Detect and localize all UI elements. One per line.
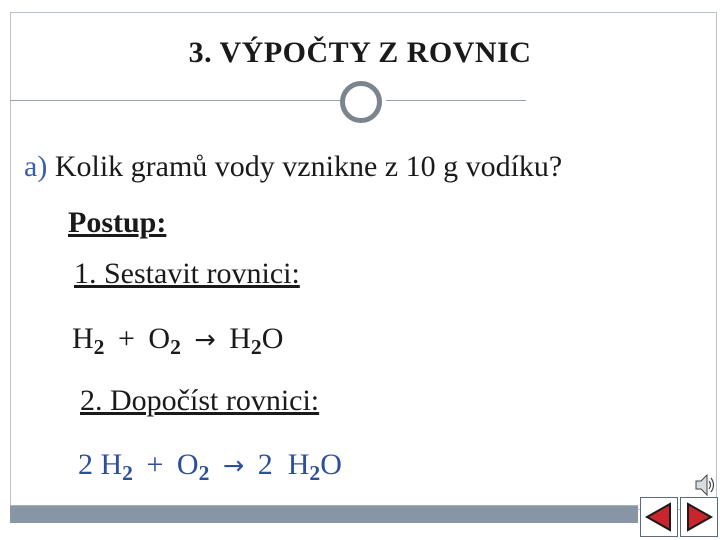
triangle-left-icon: [644, 502, 674, 532]
title-divider-right: [386, 100, 526, 101]
reactant-o2: $O_2$: [176, 448, 210, 486]
bottom-bar: [10, 505, 638, 523]
step-2-label: 2. Dopočíst rovnici:: [80, 384, 320, 417]
slide-title: 3. VÝPOČTY Z ROVNIC: [188, 36, 532, 69]
procedure-heading: Postup:: [68, 206, 167, 239]
reactant-o2: $O_2$: [148, 322, 181, 360]
next-slide-button[interactable]: [680, 497, 718, 537]
product-h2o: $H_2O$: [229, 322, 284, 360]
previous-slide-button[interactable]: [640, 497, 678, 537]
balanced-equation: [78, 448, 342, 486]
question-text: Kolik gramů vody vznikne z 10 g vodíku?: [54, 150, 563, 183]
reactant-2h2: 2 $H_2$: [78, 448, 133, 486]
question-label: a): [24, 150, 48, 183]
reaction-arrow: →: [194, 325, 216, 355]
unbalanced-equation: [72, 322, 283, 360]
plus-sign: +: [146, 448, 164, 481]
divider-ring-ornament: [340, 81, 382, 123]
plus-sign: +: [117, 322, 135, 355]
question: [24, 150, 562, 184]
speaker-icon[interactable]: [694, 472, 716, 498]
step-1-label: 1. Sestavit rovnici:: [74, 257, 300, 290]
title-divider-left: [10, 100, 340, 101]
product-2h2o: 2 $H_2O$: [257, 448, 342, 486]
reactant-h2: $H_2$: [72, 322, 105, 360]
reaction-arrow: →: [222, 451, 245, 481]
triangle-right-icon: [684, 502, 714, 532]
